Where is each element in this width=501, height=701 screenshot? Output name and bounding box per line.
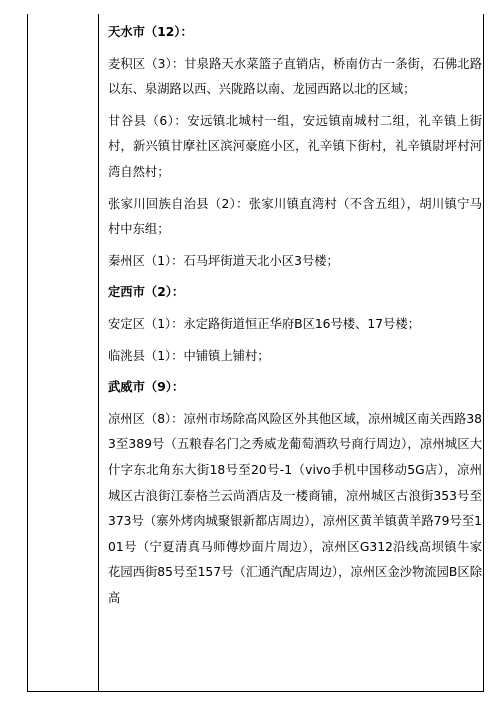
paragraph-zhangjiachuan: 张家川回族自治县（2）：张家川镇直湾村（不含五组），胡川镇宁马村中东组； — [108, 196, 482, 237]
column-divider — [98, 14, 99, 691]
section-heading-dingxi: 定西市（2）： — [108, 285, 185, 300]
document-table — [27, 14, 484, 692]
paragraph-lintao: 临洮县（1）：中铺镇上铺村； — [108, 348, 270, 363]
paragraph-maiji: 麦积区（3）：甘泉路天水菜篮子直销店，桥南仿古一条街，石佛北路以东、泉湖路以西、兴陇路以南、龙园西路以北的区域； — [108, 56, 482, 97]
section-heading-wuwei: 武威市（9）： — [108, 380, 185, 395]
paragraph-gangu: 甘谷县（6）：安远镇北城村一组，安远镇南城村二组，礼辛镇上街村，新兴镇甘摩社区滨河豪庭小区，礼辛镇下街村，礼辛镇尉坪村河湾自然村； — [108, 113, 482, 179]
table-content-cell — [108, 20, 482, 617]
paragraph-liangzhou: 凉州区（8）：凉州市场除高风险区外其他区域，凉州城区南关西路383至389号（五粮春名门之秀威龙葡萄酒玖号商行周边），凉州城区大什字东北角东大街18号至20号-1（vivo手机中国移动5G店），凉州城区古浪街江泰格兰云尚酒店及一楼商铺，凉州城区古浪街353号至373号（寨外烤肉城聚银新都店周边），凉州区黄羊镇黄羊路79号至101号（宁夏清真马师傅炒面片周边），凉州区G312沿线高坝镇牛家花园西街85号至157号（汇通汽配店周边），凉州区金沙物流园B区除高 — [108, 411, 482, 605]
section-heading-tianshui: 天水市（12）： — [108, 25, 193, 39]
paragraph-anding: 安定区（1）：永定路街道恒正华府B区16号楼、17号楼； — [108, 316, 420, 331]
paragraph-qinzhou: 秦州区（1）：石马坪街道天北小区3号楼； — [108, 253, 339, 268]
